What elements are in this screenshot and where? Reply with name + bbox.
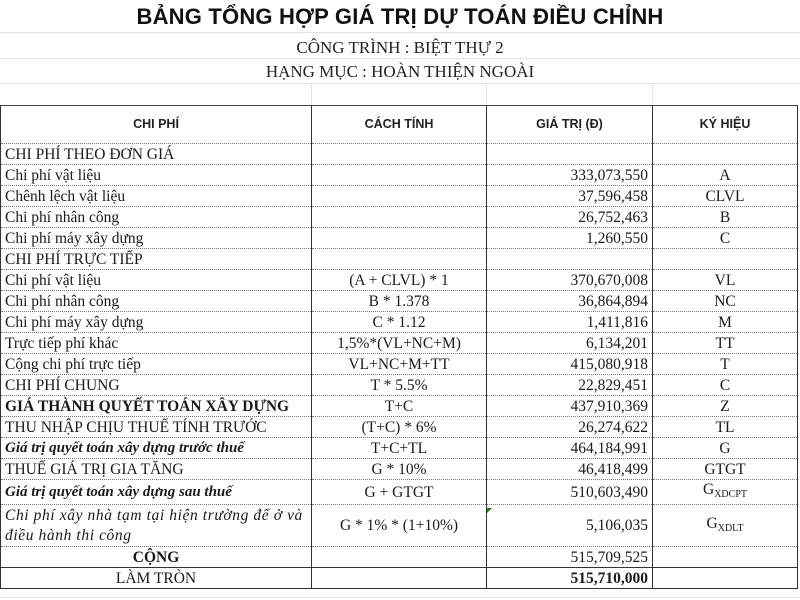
cell-cost[interactable]: Chi phí vật liệu <box>1 165 312 186</box>
cell-value[interactable]: 370,670,008 <box>487 270 653 291</box>
cell-cost[interactable]: Chênh lệch vật liệu <box>1 186 312 207</box>
table-row <box>1 459 798 480</box>
cell-cost[interactable]: Giá trị quyết toán xây dựng sau thuế <box>1 480 312 505</box>
cell-cost[interactable]: Chi phí máy xây dựng <box>1 228 312 249</box>
cell-method[interactable]: T+C+TL <box>312 438 487 459</box>
project-name: CÔNG TRÌNH : BIỆT THỰ 2 <box>296 38 504 57</box>
table-header-row <box>1 106 798 144</box>
cell-value[interactable]: 6,134,201 <box>487 333 653 354</box>
cell-symbol[interactable]: M <box>653 312 798 333</box>
cell-cost[interactable]: THUẾ GIÁ TRỊ GIA TĂNG <box>1 459 312 480</box>
cell-symbol[interactable] <box>653 144 798 165</box>
cost-summary-table <box>0 105 798 589</box>
cell-method[interactable] <box>312 228 487 249</box>
cell-cost[interactable]: GIÁ THÀNH QUYẾT TOÁN XÂY DỰNG <box>1 396 312 417</box>
cell-method[interactable]: T * 5.5% <box>312 375 487 396</box>
header-method[interactable]: CÁCH TÍNH <box>312 106 487 144</box>
cell-symbol[interactable]: C <box>653 228 798 249</box>
cell-symbol[interactable] <box>653 249 798 270</box>
cell-method[interactable]: C * 1.12 <box>312 312 487 333</box>
cell-comment-marker-icon <box>487 508 492 513</box>
cell-value[interactable] <box>487 249 653 270</box>
cell-symbol[interactable]: B <box>653 207 798 228</box>
header-symbol[interactable]: KÝ HIỆU <box>653 106 798 144</box>
cell-symbol[interactable]: CLVL <box>653 186 798 207</box>
cell-value[interactable]: 37,596,458 <box>487 186 653 207</box>
cell-method[interactable]: VL+NC+M+TT <box>312 354 487 375</box>
cell-symbol[interactable]: C <box>653 375 798 396</box>
cell-symbol[interactable] <box>653 505 798 547</box>
cell-symbol[interactable]: Z <box>653 396 798 417</box>
cell-method[interactable] <box>312 144 487 165</box>
cell-method[interactable] <box>312 249 487 270</box>
cell-method[interactable]: 1,5%*(VL+NC+M) <box>312 333 487 354</box>
cell-value[interactable]: 26,274,622 <box>487 417 653 438</box>
table-row <box>1 249 798 270</box>
cell-value[interactable]: 515,709,525 <box>487 547 653 568</box>
cell-method[interactable] <box>312 568 487 589</box>
cell-method[interactable]: G * 10% <box>312 459 487 480</box>
cell-cost[interactable]: Trực tiếp phí khác <box>1 333 312 354</box>
symbol-subscript: XDLT <box>717 522 744 534</box>
table-row <box>1 417 798 438</box>
table-row-total <box>1 547 798 568</box>
cell-symbol[interactable]: NC <box>653 291 798 312</box>
cell-cost[interactable]: CỘNG <box>1 547 312 568</box>
cell-cost[interactable]: Cộng chi phí trực tiếp <box>1 354 312 375</box>
table-row <box>1 144 798 165</box>
cell-method[interactable] <box>312 207 487 228</box>
cell-value[interactable]: 26,752,463 <box>487 207 653 228</box>
table-row <box>1 228 798 249</box>
symbol-subscript: XDCPT <box>714 489 747 500</box>
cell-value[interactable]: 437,910,369 <box>487 396 653 417</box>
table-row <box>1 207 798 228</box>
cell-value[interactable]: 36,864,894 <box>487 291 653 312</box>
cell-method[interactable]: G + GTGT <box>312 480 487 505</box>
document-title: BẢNG TỔNG HỢP GIÁ TRỊ DỰ TOÁN ĐIỀU CHỈNH <box>136 4 664 29</box>
cell-cost[interactable]: CHI PHÍ TRỰC TIẾP <box>1 249 312 270</box>
cell-method[interactable] <box>312 186 487 207</box>
cell-symbol[interactable]: TT <box>653 333 798 354</box>
cell-cost[interactable]: CHI PHÍ CHUNG <box>1 375 312 396</box>
table-row <box>1 165 798 186</box>
cell-cost[interactable]: LÀM TRÒN <box>1 568 312 589</box>
cell-method[interactable] <box>312 547 487 568</box>
table-row <box>1 480 798 505</box>
cell-value[interactable]: 415,080,918 <box>487 354 653 375</box>
table-row <box>1 438 798 459</box>
table-row <box>1 396 798 417</box>
cell-method[interactable]: (A + CLVL) * 1 <box>312 270 487 291</box>
cell-method[interactable] <box>312 165 487 186</box>
table-row <box>1 375 798 396</box>
cell-method[interactable]: (T+C) * 6% <box>312 417 487 438</box>
table-row <box>1 291 798 312</box>
cell-value[interactable]: 333,073,550 <box>487 165 653 186</box>
table-row <box>1 505 798 547</box>
cell-value[interactable]: 510,603,490 <box>487 480 653 505</box>
cell-value[interactable]: 22,829,451 <box>487 375 653 396</box>
cell-symbol[interactable] <box>653 480 798 505</box>
table-row <box>1 312 798 333</box>
cell-method[interactable]: T+C <box>312 396 487 417</box>
header-value[interactable]: GIÁ TRỊ (Đ) <box>487 106 653 144</box>
cell-cost[interactable]: Chi phí vật liệu <box>1 270 312 291</box>
cell-symbol[interactable]: G <box>653 438 798 459</box>
cell-value[interactable]: 515,710,000 <box>487 568 653 589</box>
cell-cost[interactable]: Giá trị quyết toán xây dựng trước thuế <box>1 438 312 459</box>
table-row <box>1 270 798 291</box>
cell-symbol[interactable] <box>653 568 798 589</box>
cell-value[interactable]: 464,184,991 <box>487 438 653 459</box>
header-cost[interactable]: CHI PHÍ <box>1 106 312 144</box>
cell-symbol[interactable] <box>653 547 798 568</box>
symbol-base: G <box>703 481 715 498</box>
cell-cost[interactable]: CHI PHÍ THEO ĐƠN GIÁ <box>1 144 312 165</box>
symbol-base: G <box>706 514 718 532</box>
cell-method[interactable]: B * 1.378 <box>312 291 487 312</box>
cell-symbol[interactable]: T <box>653 354 798 375</box>
table-row <box>1 333 798 354</box>
cell-symbol[interactable]: VL <box>653 270 798 291</box>
cell-cost[interactable]: THU NHẬP CHỊU THUẾ TÍNH TRƯỚC <box>1 417 312 438</box>
work-category: HẠNG MỤC : HOÀN THIỆN NGOÀI <box>265 62 535 81</box>
cell-cost[interactable]: Chi phí nhân công <box>1 291 312 312</box>
cell-method[interactable]: G * 1% * (1+10%) <box>312 505 487 547</box>
table-row <box>1 186 798 207</box>
cell-symbol[interactable]: A <box>653 165 798 186</box>
cell-value[interactable]: 5,106,035 <box>487 505 653 547</box>
cell-symbol[interactable]: GTGT <box>653 459 798 480</box>
cell-value[interactable] <box>487 144 653 165</box>
cell-value[interactable]: 46,418,499 <box>487 459 653 480</box>
cell-cost[interactable]: Chi phí nhân công <box>1 207 312 228</box>
cell-cost[interactable]: Chi phí máy xây dựng <box>1 312 312 333</box>
cell-cost[interactable]: Chi phí xây nhà tạm tại hiện trường để ở và điều hành thi công <box>1 505 312 547</box>
cell-value[interactable]: 1,411,816 <box>487 312 653 333</box>
table-row <box>1 354 798 375</box>
cell-value[interactable]: 1,260,550 <box>487 228 653 249</box>
cell-symbol[interactable]: TL <box>653 417 798 438</box>
table-row-rounded-total <box>1 568 798 589</box>
